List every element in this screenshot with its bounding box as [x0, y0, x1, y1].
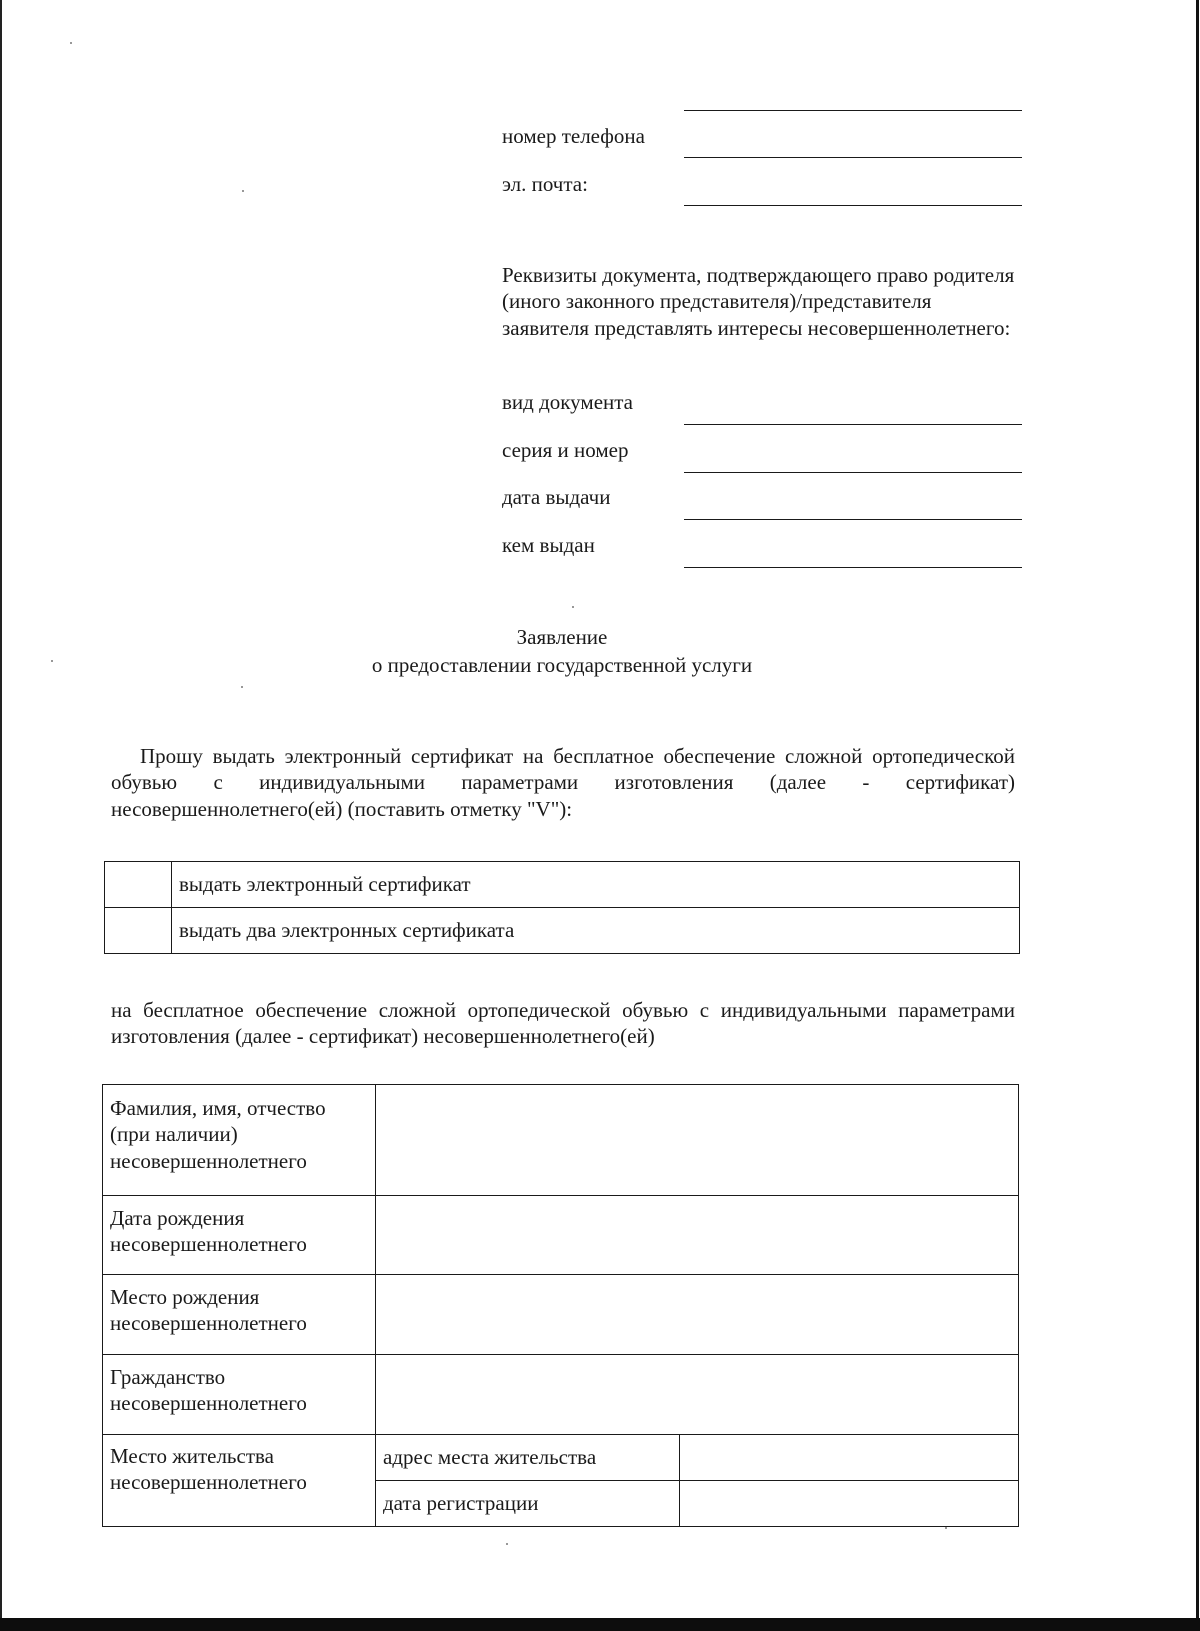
minor-residence-label: Место жительства несовершеннолетнего: [103, 1435, 376, 1527]
scan-edge-left: [0, 0, 2, 1631]
scan-speck: [70, 42, 72, 44]
doc-issuer-line[interactable]: [684, 567, 1022, 568]
option-checkbox-double[interactable]: [105, 908, 172, 954]
doc-type-line[interactable]: [684, 424, 1022, 425]
scan-edge-right: [1196, 0, 1199, 1631]
scan-speck: [945, 1527, 947, 1529]
minor-birthplace-label: Место рождения несовершеннолетнего: [103, 1275, 376, 1355]
doc-type-label: вид документа: [502, 390, 634, 414]
minor-birthdate-value[interactable]: [376, 1196, 1019, 1275]
scan-speck: [506, 1543, 508, 1545]
doc-series-line[interactable]: [684, 472, 1022, 473]
purpose-paragraph: на бесплатное обеспечение сложной ортопедической обувью с индивидуальными параметрами изготовления (далее - сертификат) несовершеннолетнего(ей): [111, 998, 1015, 1049]
scan-speck: [572, 606, 574, 608]
option-label-double: выдать два электронных сертификата: [172, 908, 1020, 954]
minor-info-table: [102, 1084, 1019, 1527]
doc-date-label: дата выдачи: [502, 485, 611, 509]
doc-issuer-label: кем выдан: [502, 533, 595, 557]
certificate-option-row: [105, 862, 1020, 908]
scan-speck: [242, 190, 244, 192]
phone-line[interactable]: [684, 157, 1022, 158]
table-row: [103, 1435, 1019, 1481]
registration-date-value[interactable]: [680, 1481, 1019, 1527]
residence-address-value[interactable]: [680, 1435, 1019, 1481]
request-paragraph: Прошу выдать электронный сертификат на бесплатное обеспечение сложной ортопедической обувью с индивидуальными параметрами изготовления (далее - сертификат) несовершеннолетнего(ей) (поставить отметку "V"):: [111, 744, 1015, 821]
doc-series-label: серия и номер: [502, 438, 629, 462]
option-checkbox-single[interactable]: [105, 862, 172, 908]
minor-citizenship-label: Гражданство несовершеннолетнего: [103, 1355, 376, 1435]
scan-speck: [241, 686, 243, 688]
table-row: [103, 1275, 1019, 1355]
minor-fullname-label: Фамилия, имя, отчество (при наличии) несовершеннолетнего: [103, 1085, 376, 1196]
table-row: [103, 1085, 1019, 1196]
minor-fullname-value[interactable]: [376, 1085, 1019, 1196]
minor-birthdate-label: Дата рождения несовершеннолетнего: [103, 1196, 376, 1275]
scan-speck: [51, 660, 53, 662]
minor-citizenship-value[interactable]: [376, 1355, 1019, 1435]
table-row: [103, 1355, 1019, 1435]
residence-address-label: адрес места жительства: [376, 1435, 680, 1481]
document-subtitle: о предоставлении государственной услуги: [371, 653, 753, 677]
certificate-options-table: [104, 861, 1020, 954]
certificate-option-row: [105, 908, 1020, 954]
document-title: Заявление: [516, 625, 608, 649]
phone-label: номер телефона: [502, 124, 645, 148]
registration-date-label: дата регистрации: [376, 1481, 680, 1527]
minor-birthplace-value[interactable]: [376, 1275, 1019, 1355]
email-line[interactable]: [684, 205, 1022, 206]
requisites-heading: Реквизиты документа, подтверждающего право родителя (иного законного представителя)/представителя заявителя представлять интересы несовершеннолетнего:: [502, 263, 1015, 340]
top-blank-line[interactable]: [684, 110, 1022, 111]
email-label: эл. почта:: [502, 172, 588, 196]
option-label-single: выдать электронный сертификат: [172, 862, 1020, 908]
doc-date-line[interactable]: [684, 519, 1022, 520]
table-row: [103, 1196, 1019, 1275]
scan-edge-bottom: [0, 1618, 1200, 1631]
